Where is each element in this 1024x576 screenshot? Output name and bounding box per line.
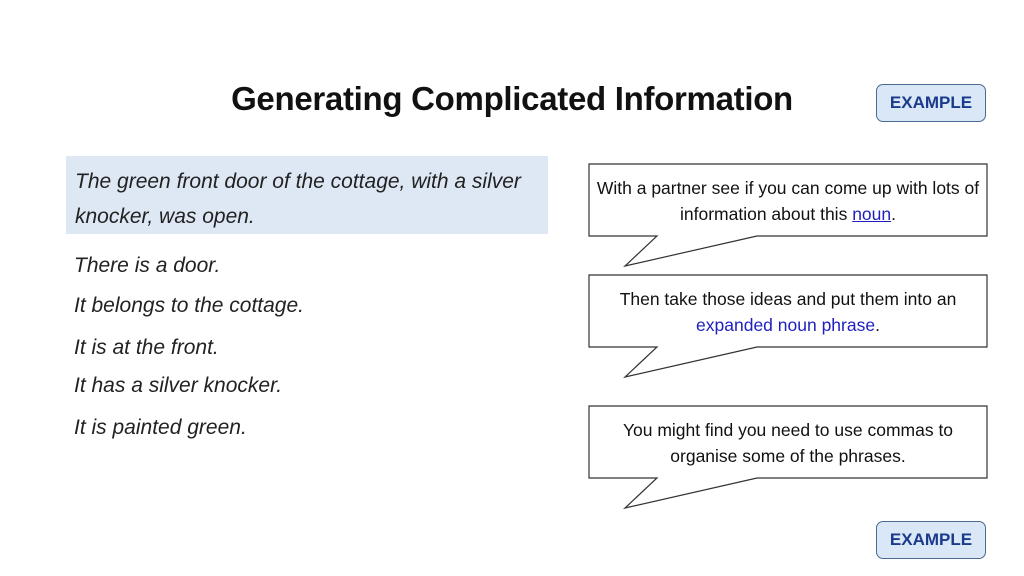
expanded-noun-phrase-term: expanded noun phrase bbox=[696, 315, 876, 335]
page-title: Generating Complicated Information bbox=[231, 80, 793, 117]
speech-bubble-3-text: You might find you need to use commas to organise some of the phrases. bbox=[622, 420, 954, 466]
example-button-bottom[interactable]: EXAMPLE bbox=[876, 521, 986, 559]
fact-item: It has a silver knocker. bbox=[74, 374, 283, 397]
noun-link[interactable]: noun bbox=[852, 204, 892, 224]
fact-item: There is a door. bbox=[74, 254, 221, 277]
speech-bubble-1-text: With a partner see if you can come up with lots of information about this noun. bbox=[596, 178, 980, 224]
example-sentence: The green front door of the cottage, with a silver knocker, was open. bbox=[66, 156, 548, 234]
speech-bubble-2-text: Then take those ideas and put them into an expanded noun phrase. bbox=[619, 289, 957, 335]
fact-item: It is painted green. bbox=[74, 416, 247, 439]
fact-item: It is at the front. bbox=[74, 336, 219, 359]
fact-item: It belongs to the cottage. bbox=[74, 294, 304, 317]
example-button-top[interactable]: EXAMPLE bbox=[876, 84, 986, 122]
